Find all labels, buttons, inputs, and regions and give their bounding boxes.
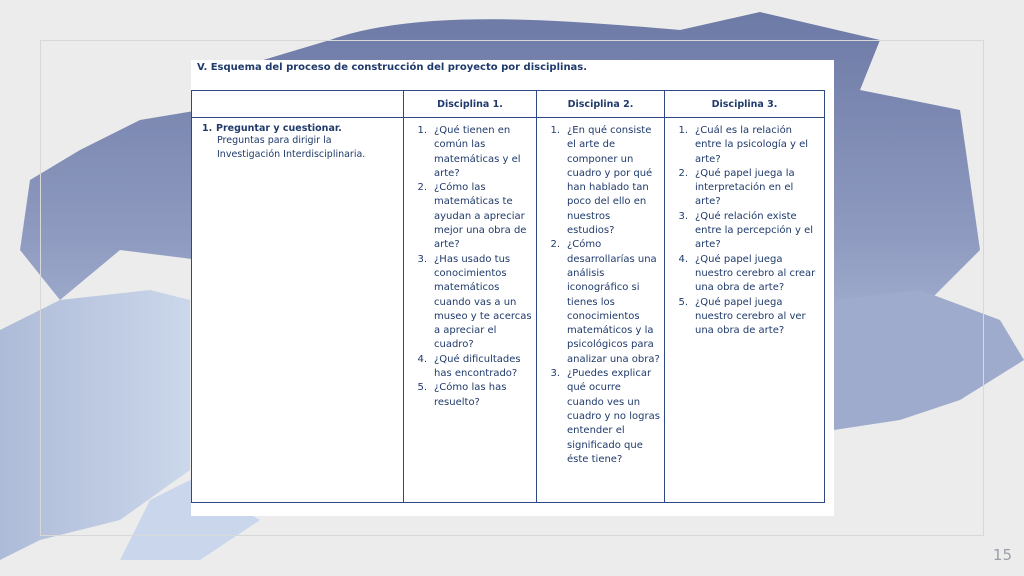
- question-text: ¿Qué dificultades has encontrado?: [434, 353, 521, 380]
- disciplina-3-cell: [665, 118, 825, 503]
- question-item: [665, 124, 820, 167]
- phase-description-line-2: Investigación Interdisciplinaria.: [217, 149, 366, 160]
- question-item: [665, 296, 820, 339]
- question-number: 5.: [678, 296, 688, 308]
- table-header-row: [192, 91, 825, 118]
- disciplina-1-cell: [404, 118, 537, 503]
- header-disciplina-3: Disciplina 3.: [665, 91, 825, 118]
- section-heading: V. Esquema del proceso de construcción del proyecto por disciplinas.: [197, 62, 588, 73]
- question-number: 2.: [678, 167, 688, 179]
- question-number: 2.: [550, 239, 560, 251]
- question-number: 1.: [550, 125, 560, 136]
- question-item: [665, 167, 820, 210]
- question-number: 3.: [417, 253, 427, 265]
- question-text: ¿Qué papel juega la interpretación en el arte?: [695, 167, 795, 208]
- disciplina-2-cell: [537, 118, 665, 503]
- question-item: [404, 253, 532, 353]
- phase-description-line-1: Preguntas para dirigir la: [217, 135, 332, 146]
- question-number: 4.: [678, 253, 688, 265]
- phase-number: 1.: [202, 123, 213, 134]
- question-text: ¿Qué papel juega nuestro cerebro al crear una obra de arte?: [695, 253, 816, 294]
- question-number: 5.: [417, 382, 427, 394]
- question-number: 1.: [678, 125, 688, 136]
- question-item: [537, 124, 660, 238]
- question-number: 3.: [678, 210, 688, 222]
- header-disciplina-2: Disciplina 2.: [537, 91, 665, 118]
- question-item: [404, 353, 532, 382]
- question-item: [537, 367, 660, 467]
- question-item: [665, 210, 820, 253]
- disciplina-3-questions: [665, 124, 820, 338]
- question-text: ¿En qué consiste el arte de componer un cuadro y por qué han hablado tan poco del ello en nuestros estudios?: [567, 125, 653, 237]
- phase-title-text: Preguntar y cuestionar.: [216, 123, 342, 134]
- question-number: 4.: [417, 353, 427, 365]
- question-text: ¿Cómo desarrollarías una análisis iconográfico si tienes los conocimientos matemáticos y la psicológicos para analizar una obra?: [567, 239, 660, 365]
- phase-cell: [192, 118, 404, 503]
- question-item: [665, 253, 820, 296]
- question-item: [404, 181, 532, 252]
- question-text: ¿Puedes explicar qué ocurre cuando ves un cuadro y no logras entender el significado que éste tiene?: [567, 368, 660, 465]
- question-item: [404, 381, 532, 410]
- header-empty: [192, 91, 404, 118]
- question-text: ¿Cómo las matemáticas te ayudan a apreciar mejor una obra de arte?: [434, 182, 527, 251]
- question-number: 2.: [417, 182, 427, 194]
- question-item: [404, 124, 532, 181]
- question-text: ¿Qué tienen en común las matemáticas y el arte?: [434, 125, 521, 179]
- disciplina-2-questions: [537, 124, 660, 467]
- table-row: [192, 118, 825, 503]
- question-item: [537, 238, 660, 367]
- question-text: ¿Qué papel juega nuestro cerebro al ver una obra de arte?: [695, 296, 806, 337]
- disciplines-table: [191, 90, 825, 503]
- question-text: ¿Has usado tus conocimientos matemáticos cuando vas a un museo y te acercas a apreciar el cuadro?: [434, 253, 532, 351]
- question-text: ¿Cuál es la relación entre la psicología y el arte?: [695, 125, 809, 165]
- header-disciplina-1: Disciplina 1.: [404, 91, 537, 118]
- phase-title: [202, 123, 403, 134]
- question-number: 1.: [417, 125, 427, 136]
- question-text: ¿Qué relación existe entre la percepción y el arte?: [695, 210, 814, 251]
- disciplina-1-questions: [404, 124, 532, 410]
- question-text: ¿Cómo las has resuelto?: [434, 382, 507, 408]
- page-number: 15: [992, 546, 1012, 564]
- question-number: 3.: [550, 368, 560, 380]
